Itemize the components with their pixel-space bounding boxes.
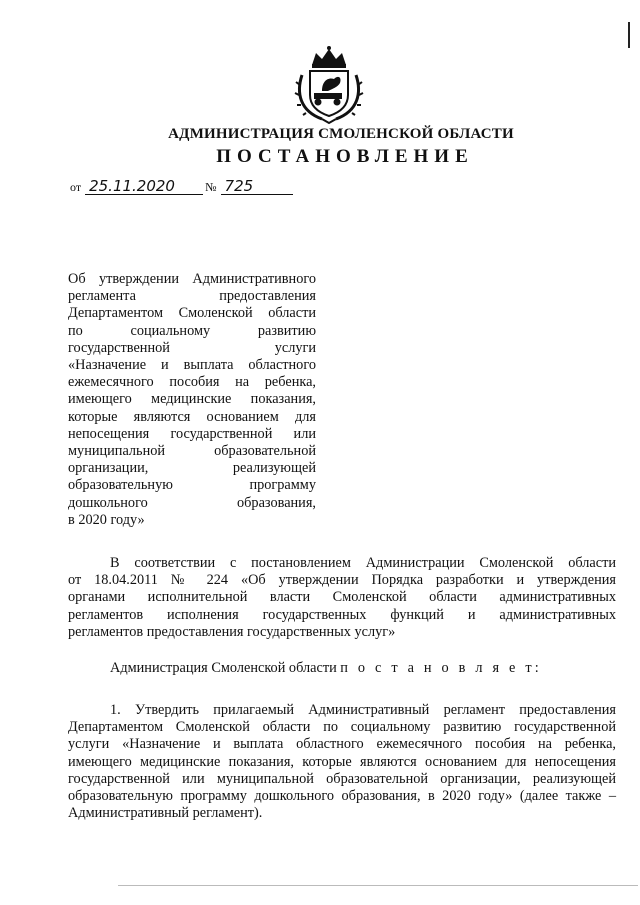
paragraph-line: от 18.04.2011 № 224 «Об утверждении Порядка разработки и утверждения <box>68 572 616 589</box>
smolensk-coat-of-arms-icon <box>292 45 366 125</box>
subject-line: муниципальной образовательной <box>68 443 316 460</box>
scan-edge-mark <box>628 22 630 48</box>
decree-text: Администрация Смоленской области <box>110 660 337 676</box>
paragraph-line: Административный регламент). <box>68 805 263 822</box>
paragraph-line: государственной или муниципальной образовательной организации, реализующей <box>68 770 616 787</box>
paragraph-line: В соответствии с постановлением Администрации Смоленской области <box>110 555 616 571</box>
subject-line: Департаментом Смоленской области <box>68 305 316 322</box>
subject-line: непосещения государственной или <box>68 425 316 442</box>
subject-line: организации, реализующей <box>68 460 316 477</box>
subject-line: Об утверждении Административного <box>68 271 316 287</box>
subject-line: «Назначение и выплата областного <box>68 357 316 374</box>
subject-line: в 2020 году» <box>68 511 145 528</box>
organization-name: АДМИНИСТРАЦИЯ СМОЛЕНСКОЙ ОБЛАСТИ <box>168 126 514 142</box>
decree-line <box>68 660 616 677</box>
handwritten-number: 725 <box>221 178 293 195</box>
number-prefix: № <box>205 180 217 194</box>
bottom-scan-line <box>118 885 638 886</box>
paragraph-line: образовательную программу дошкольного образования, в 2020 году» (далее также – <box>68 788 616 805</box>
subject-line: государственной услуги <box>68 339 316 356</box>
decree-text-wrap <box>68 660 616 677</box>
preamble-paragraph <box>68 555 616 641</box>
date-number-line <box>68 178 293 195</box>
document-type: ПОСТАНОВЛЕНИЕ <box>216 146 474 167</box>
subject-line: дошкольного образования, <box>68 494 316 511</box>
subject-line: имеющего медицинские показания, <box>68 391 316 408</box>
subject-line: образовательную программу <box>68 477 316 494</box>
subject-line: которые являются основанием для <box>68 408 316 425</box>
paragraph-line: услуги «Назначение и выплата областного ежемесячного пособия на ребенка, <box>68 736 616 753</box>
document-subject <box>68 271 316 529</box>
paragraph-line: Департаментом Смоленской области по социальному развитию государственной <box>68 719 616 736</box>
resolution-paragraph <box>68 702 616 822</box>
subject-line: регламента предоставления <box>68 288 316 305</box>
subject-line: ежемесячного пособия на ребенка, <box>68 374 316 391</box>
decree-spaced-word: п о с т а н о в л я е т: <box>340 660 542 676</box>
paragraph-line: имеющего медицинские показания, которые являются основанием для непосещения <box>68 753 616 770</box>
paragraph-line: 1. Утвердить прилагаемый Административный регламент предоставления <box>110 702 616 718</box>
paragraph-line: регламентов исполнения государственных функций и административных <box>68 606 616 623</box>
subject-line: по социальному развитию <box>68 322 316 339</box>
paragraph-line: регламентов предоставления государственных услуг» <box>68 623 396 640</box>
paragraph-line: органами исполнительной власти Смоленской области административных <box>68 589 616 606</box>
handwritten-date: 25.11.2020 <box>85 178 203 195</box>
date-prefix: от <box>70 180 82 194</box>
